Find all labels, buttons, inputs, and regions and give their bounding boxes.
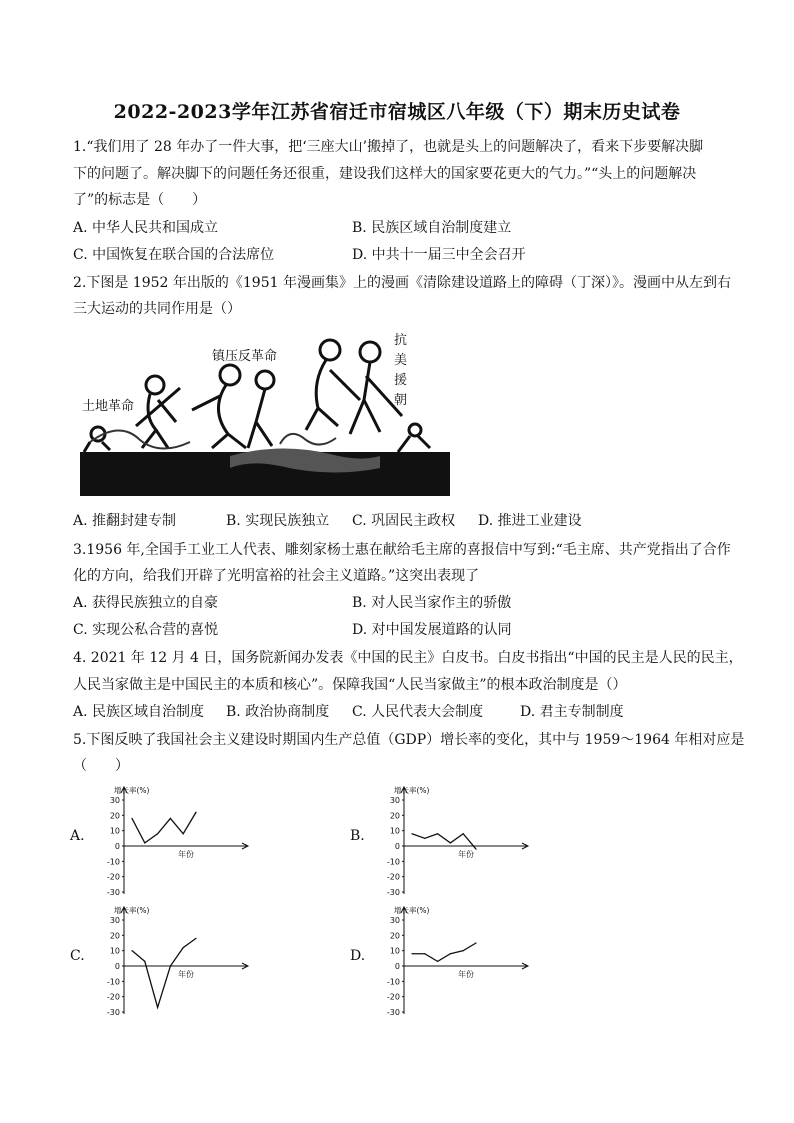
- y-axis-label: 增长率(%): [114, 906, 150, 915]
- q3-option-a[interactable]: A. 获得民族独立的自豪: [73, 595, 219, 611]
- data-point: [157, 833, 158, 834]
- q3-option-b[interactable]: B. 对人民当家作主的骄傲: [352, 595, 512, 611]
- cartoon-label-suppression: 镇压反革命: [212, 349, 278, 364]
- data-point: [131, 818, 132, 819]
- q4-line-2: 人民当家做主是中国民主的本质和核心”。保障我国“人民当家做主”的根本政治制度是（）: [73, 677, 627, 693]
- y-tick-label: -30: [106, 1008, 120, 1017]
- q1-option-b[interactable]: B. 民族区域自治制度建立: [352, 220, 512, 236]
- chart-b-svg: [380, 784, 540, 899]
- y-tick-label: 20: [389, 811, 400, 821]
- data-point: [424, 838, 425, 839]
- y-axis-label: 增长率(%): [394, 786, 430, 795]
- q2-line-2: 三大运动的共同作用是（）: [73, 301, 241, 317]
- chart-b-option-label: B.: [350, 828, 365, 844]
- q5-line-2: （ ）: [73, 758, 129, 774]
- q2-option-c[interactable]: C. 巩固民主政权: [352, 513, 456, 529]
- chart-b[interactable]: [350, 784, 540, 899]
- y-tick-label: -20: [106, 872, 120, 882]
- data-point: [157, 1007, 158, 1008]
- cartoon-label-yuan: 援: [394, 373, 408, 388]
- x-axis-label: 年份: [458, 970, 474, 979]
- q1-option-d[interactable]: D. 中共十一届三中全会召开: [352, 247, 526, 263]
- y-tick-label: 0: [394, 962, 400, 971]
- y-tick-label: -10: [106, 857, 120, 867]
- gdp-growth-line: [132, 812, 196, 843]
- q2-option-d[interactable]: D. 推进工业建设: [478, 513, 582, 529]
- q4-option-a[interactable]: A. 民族区域自治制度: [73, 704, 205, 720]
- q3-line-2: 化的方向，给我们开辟了光明富裕的社会主义道路。”这突出表现了: [73, 568, 480, 584]
- cartoon-label-mei: 美: [394, 353, 408, 368]
- data-point: [183, 833, 184, 834]
- y-tick-label: 0: [114, 842, 120, 851]
- y-tick-label: -20: [386, 872, 400, 882]
- cartoon-image: [80, 330, 450, 500]
- data-point: [424, 953, 425, 954]
- y-tick-label: -20: [386, 992, 400, 1002]
- data-point: [170, 965, 171, 966]
- data-point: [437, 961, 438, 962]
- q1-line-1: 1.“我们用了 28 年办了一件大事，把‘三座大山’搬掉了，也就是头上的问题解决了，看来下步要解决脚: [73, 139, 704, 155]
- chart-c-svg: [100, 904, 260, 1019]
- data-point: [144, 842, 145, 843]
- y-tick-label: -30: [386, 888, 400, 897]
- chart-c-option-label: C.: [70, 948, 85, 964]
- q1-line-2: 下的问题了。解决脚下的问题任务还很重，建设我们这样大的国家要花更大的气力。”“头上的问题解决: [73, 166, 697, 182]
- y-tick-label: 20: [389, 931, 400, 941]
- chart-d-option-label: D.: [350, 948, 366, 964]
- data-point: [131, 950, 132, 951]
- y-tick-label: 10: [389, 826, 400, 836]
- q1-option-c[interactable]: C. 中国恢复在联合国的合法席位: [73, 247, 275, 263]
- data-point: [450, 842, 451, 843]
- y-tick-label: 10: [389, 946, 400, 956]
- data-point: [411, 833, 412, 834]
- q1-option-a[interactable]: A. 中华人民共和国成立: [73, 220, 219, 236]
- data-point: [475, 848, 476, 849]
- q4-option-b[interactable]: B. 政治协商制度: [226, 704, 330, 720]
- data-point: [475, 942, 476, 943]
- cartoon-label-kang: 抗: [394, 333, 408, 348]
- q3-option-d[interactable]: D. 对中国发展道路的认同: [352, 622, 512, 638]
- data-point: [463, 950, 464, 951]
- data-point: [170, 818, 171, 819]
- q2-option-b[interactable]: B. 实现民族独立: [226, 513, 330, 529]
- q3-option-c[interactable]: C. 实现公私合营的喜悦: [73, 622, 219, 638]
- chart-a-option-label: A.: [70, 828, 85, 844]
- q1-line-3: 了”的标志是（ ）: [73, 192, 207, 208]
- data-point: [144, 961, 145, 962]
- y-tick-label: 30: [109, 796, 120, 805]
- q3-line-1: 3.1956 年,全国手工业工人代表、雕刻家杨士惠在献给毛主席的喜报信中写到:“毛主席、共产党指出了合作: [73, 542, 731, 558]
- x-axis-label: 年份: [178, 850, 194, 859]
- gdp-growth-line: [412, 943, 476, 961]
- y-tick-label: -10: [386, 977, 400, 987]
- y-tick-label: 30: [389, 916, 400, 925]
- data-point: [463, 833, 464, 834]
- q4-option-d[interactable]: D. 君主专制制度: [520, 704, 624, 720]
- data-point: [183, 947, 184, 948]
- y-tick-label: 10: [109, 946, 120, 956]
- data-point: [195, 812, 196, 813]
- y-tick-label: 10: [109, 826, 120, 836]
- y-tick-label: 0: [114, 962, 120, 971]
- gdp-growth-line: [412, 834, 476, 849]
- q2-option-a[interactable]: A. 推翻封建专制: [73, 513, 177, 529]
- y-tick-label: -10: [386, 857, 400, 867]
- y-tick-label: -30: [386, 1008, 400, 1017]
- y-tick-label: -20: [106, 992, 120, 1002]
- x-axis-label: 年份: [458, 850, 474, 859]
- y-tick-label: 0: [394, 842, 400, 851]
- data-point: [411, 953, 412, 954]
- cartoon-label-land-reform: 土地革命: [82, 399, 135, 414]
- data-point: [437, 833, 438, 834]
- q4-line-1: 4. 2021 年 12 月 4 日，国务院新闻办发表《中国的民主》白皮书。白皮书指出“中国的民主是人民的民主，: [73, 650, 743, 666]
- y-tick-label: 30: [389, 796, 400, 805]
- chart-a-svg: [100, 784, 260, 899]
- data-point: [450, 953, 451, 954]
- y-tick-label: -30: [106, 888, 120, 897]
- q2-line-1: 2.下图是 1952 年出版的《1951 年漫画集》上的漫画《清除建设道路上的障碍（丁深）》。漫画中从左到右: [73, 275, 731, 291]
- y-tick-label: 20: [109, 811, 120, 821]
- q5-line-1: 5.下图反映了我国社会主义建设时期国内生产总值（GDP）增长率的变化，其中与 1959～1964 年相对应是: [73, 732, 745, 748]
- chart-d[interactable]: [350, 904, 540, 1019]
- q4-option-c[interactable]: C. 人民代表大会制度: [352, 704, 484, 720]
- y-axis-label: 增长率(%): [114, 786, 150, 795]
- x-axis-label: 年份: [178, 970, 194, 979]
- chart-d-svg: [380, 904, 540, 1019]
- y-tick-label: 20: [109, 931, 120, 941]
- y-tick-label: 30: [109, 916, 120, 925]
- page-title: 2022-2023学年江苏省宿迁市宿城区八年级（下）期末历史试卷: [113, 101, 681, 123]
- y-axis-label: 增长率(%): [394, 906, 430, 915]
- data-point: [195, 938, 196, 939]
- cartoon-label-chao: 朝: [394, 393, 408, 408]
- chart-c[interactable]: [70, 904, 260, 1019]
- chart-a[interactable]: [70, 784, 260, 899]
- y-tick-label: -10: [106, 977, 120, 987]
